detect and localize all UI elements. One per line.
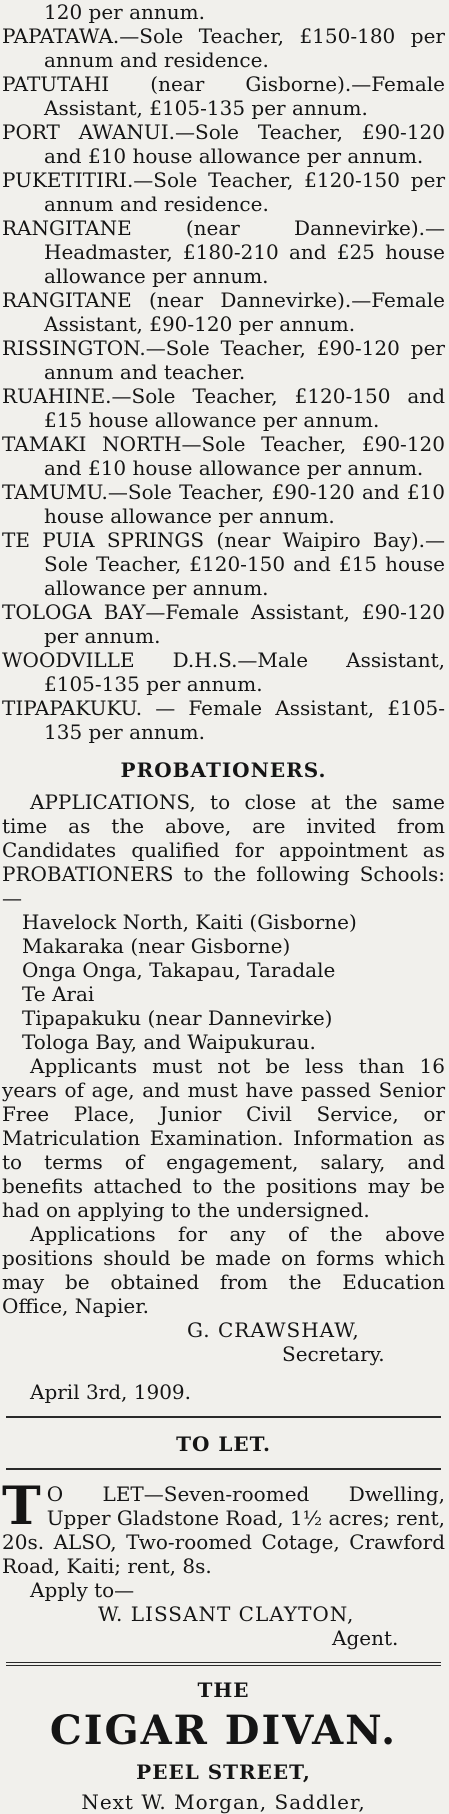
- to-let-notice: [2, 1476, 445, 1578]
- vacancy-entry: TIPAPAKUKU. — Female Assistant, £105-135 per annum.: [2, 696, 445, 744]
- vacancy-entry: TE PUIA SPRINGS (near Waipiro Bay).—Sole Teacher, £120-150 and £15 house allowance per annum.: [2, 528, 445, 600]
- vacancy-entry: TOLOGA BAY—Female Assistant, £90-120 per annum.: [2, 600, 445, 648]
- drop-cap: T: [2, 1476, 41, 1537]
- agent-name: W. LISSANT CLAYTON,: [98, 1602, 355, 1626]
- apply-to: Apply to—: [30, 1578, 135, 1602]
- divider-rule: [6, 1468, 441, 1470]
- school-item: Makaraka (near Gisborne): [22, 934, 291, 958]
- cigar-divan-title: CIGAR DIVAN.: [49, 1707, 398, 1754]
- to-let-body: O LET—Seven-roomed Dwelling, Upper Gladstone Road, 1½ acres; rent, 20s. ALSO, Two-roomed Cotage, Crawford Road, Kaiti; rent, 8s.: [2, 1482, 445, 1578]
- vacancy-entry: TAMUMU.—Sole Teacher, £90-120 and £10 house allowance per annum.: [2, 480, 445, 528]
- vacancy-entry: PORT AWANUI.—Sole Teacher, £90-120 and £10 house allowance per annum.: [2, 120, 445, 168]
- vacancy-entry: RANGITANE (near Dannevirke).—Female Assistant, £90-120 per annum.: [2, 288, 445, 336]
- probationers-intro: APPLICATIONS, to close at the same time as the above, are invited from Candidates qualified for appointment as PROBATIONERS to the following Schools:—: [2, 790, 445, 910]
- school-item: Tipapakuku (near Dannevirke): [22, 1006, 333, 1030]
- signature-name: G. CRAWSHAW,: [187, 1318, 360, 1342]
- school-item: Havelock North, Kaiti (Gisborne): [22, 910, 357, 934]
- divider-double-rule: [6, 1662, 441, 1666]
- school-list: [2, 910, 445, 1054]
- vacancy-entry: PATUTAHI (near Gisborne).—Female Assistant, £105-135 per annum.: [2, 72, 445, 120]
- school-item: Te Arai: [22, 982, 95, 1006]
- vacancy-continuation: 120 per annum.: [44, 0, 205, 24]
- cigar-divan-the: THE: [197, 1678, 250, 1702]
- vacancy-entry: TAMAKI NORTH—Sole Teacher, £90-120 and £10 house allowance per annum.: [2, 432, 445, 480]
- probationers-heading: PROBATIONERS.: [120, 758, 327, 782]
- signature-title: Secretary.: [282, 1342, 385, 1366]
- vacancy-entry: RISSINGTON.—Sole Teacher, £90-120 per annum and teacher.: [2, 336, 445, 384]
- vacancy-entry: RANGITANE (near Dannevirke).—Headmaster, £180-210 and £25 house allowance per annum.: [2, 216, 445, 288]
- cigar-divan-street: PEEL STREET,: [136, 1760, 311, 1784]
- vacancy-entry: RUAHINE.—Sole Teacher, £120-150 and £15 house allowance per annum.: [2, 384, 445, 432]
- notice-date: April 3rd, 1909.: [30, 1380, 192, 1404]
- probationers-requirements: Applicants must not be less than 16 years of age, and must have passed Senior Free Place, Junior Civil Service, or Matriculation Examination. Information as to terms of engagement, salary, and benefits attached to the positions may be had on applying to the undersigned.: [2, 1054, 445, 1222]
- vacancy-entry: PUKETITIRI.—Sole Teacher, £120-150 per annum and residence.: [2, 168, 445, 216]
- divider-rule: [6, 1416, 441, 1418]
- cigar-divan-next: Next W. Morgan, Saddler,: [81, 1790, 366, 1814]
- school-item: Onga Onga, Takapau, Taradale: [22, 958, 336, 982]
- agent-title: Agent.: [332, 1626, 399, 1650]
- vacancy-entry: WOODVILLE D.H.S.—Male Assistant, £105-135 per annum.: [2, 648, 445, 696]
- to-let-heading: TO LET.: [176, 1432, 271, 1456]
- vacancy-list: [2, 24, 445, 744]
- probationers-forms: Applications for any of the above positions should be made on forms which may be obtained from the Education Office, Napier.: [2, 1222, 445, 1318]
- vacancy-entry: PAPATAWA.—Sole Teacher, £150-180 per annum and residence.: [2, 24, 445, 72]
- school-item: Tologa Bay, and Waipukurau.: [22, 1030, 316, 1054]
